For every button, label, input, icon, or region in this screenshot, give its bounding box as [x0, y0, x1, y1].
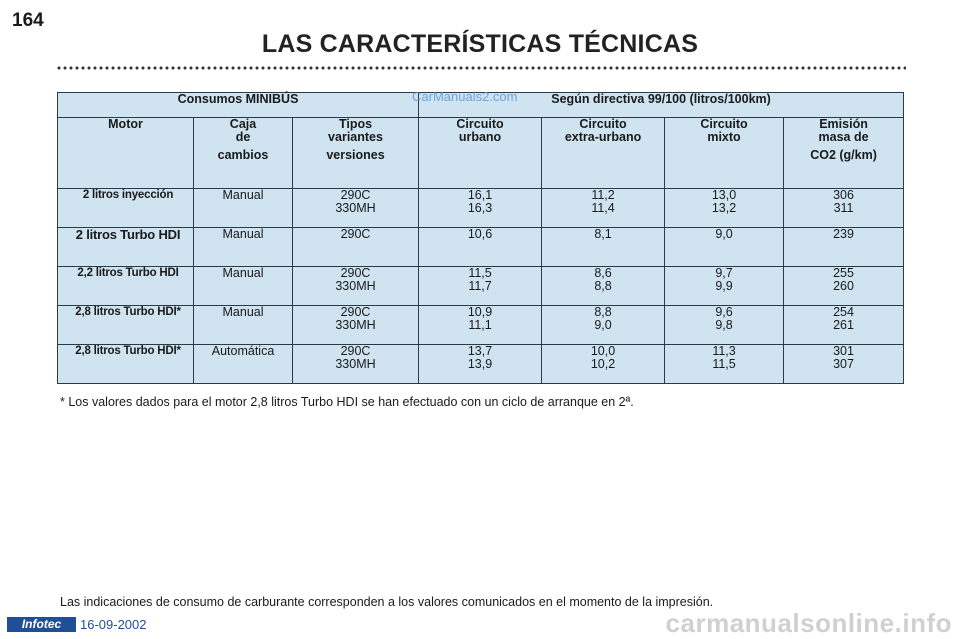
print-date: 16-09-2002 [80, 617, 147, 632]
table-row [58, 267, 904, 306]
table-row [58, 306, 904, 345]
table-row [58, 228, 904, 267]
cell-emision: 306 311 [784, 189, 904, 228]
page-title: LAS CARACTERÍSTICAS TÉCNICAS [261, 30, 699, 58]
header-tipos: Tipos variantes versiones [293, 118, 419, 189]
cell-caja: Manual [194, 228, 293, 267]
group-header-consumos: Consumos MINIBÚS [58, 93, 419, 118]
page-number: 164 [12, 10, 44, 31]
cell-extra-urbano: 8,8 9,0 [542, 306, 665, 345]
cell-motor: 2,8 litros Turbo HDI* [58, 306, 194, 345]
site-watermark: carmanualsonline.info [665, 608, 952, 638]
table-row [58, 345, 904, 384]
header-urbano: Circuito urbano [419, 118, 542, 189]
cell-caja: Manual [194, 306, 293, 345]
cell-extra-urbano: 8,1 [542, 228, 665, 267]
header-emision: Emisión masa de CO2 (g/km) [784, 118, 904, 189]
consumption-note: Las indicaciones de consumo de carburante corresponden a los valores comunicados en el momento de la impresión. [60, 595, 714, 609]
group-header-directiva: Según directiva 99/100 (litros/100km) [419, 93, 904, 118]
watermark-text: CarManuals2.com [412, 89, 518, 104]
cell-caja: Manual [194, 267, 293, 306]
dotted-divider [56, 66, 906, 70]
cell-tipos: 290C 330MH [293, 189, 419, 228]
cell-emision: 301 307 [784, 345, 904, 384]
cell-caja: Manual [194, 189, 293, 228]
cell-emision: 254 261 [784, 306, 904, 345]
cell-mixto: 9,7 9,9 [665, 267, 784, 306]
infotec-logo: Infotec [7, 617, 76, 632]
consumption-table [57, 92, 904, 384]
cell-mixto: 9,0 [665, 228, 784, 267]
cell-mixto: 11,3 11,5 [665, 345, 784, 384]
cell-motor: 2,2 litros Turbo HDI [58, 267, 194, 306]
cell-emision: 255 260 [784, 267, 904, 306]
cell-tipos: 290C 330MH [293, 345, 419, 384]
cell-motor: 2 litros Turbo HDI [58, 228, 194, 267]
cell-extra-urbano: 10,0 10,2 [542, 345, 665, 384]
table-header-row [58, 118, 904, 189]
cell-emision: 239 [784, 228, 904, 267]
footnote: * Los valores dados para el motor 2,8 litros Turbo HDI se han efectuado con un ciclo de arranque en 2ª. [60, 395, 634, 409]
header-caja: Caja de cambios [194, 118, 293, 189]
cell-urbano: 16,1 16,3 [419, 189, 542, 228]
header-mixto: Circuito mixto [665, 118, 784, 189]
cell-extra-urbano: 8,6 8,8 [542, 267, 665, 306]
cell-caja: Automática [194, 345, 293, 384]
cell-tipos: 290C [293, 228, 419, 267]
table-row [58, 189, 904, 228]
cell-mixto: 9,6 9,8 [665, 306, 784, 345]
cell-tipos: 290C 330MH [293, 267, 419, 306]
cell-motor: 2,8 litros Turbo HDI* [58, 345, 194, 384]
cell-urbano: 10,6 [419, 228, 542, 267]
header-extra-urbano: Circuito extra-urbano [542, 118, 665, 189]
cell-urbano: 10,9 11,1 [419, 306, 542, 345]
cell-mixto: 13,0 13,2 [665, 189, 784, 228]
cell-urbano: 11,5 11,7 [419, 267, 542, 306]
cell-tipos: 290C 330MH [293, 306, 419, 345]
header-motor: Motor [58, 118, 194, 189]
cell-extra-urbano: 11,2 11,4 [542, 189, 665, 228]
cell-urbano: 13,7 13,9 [419, 345, 542, 384]
cell-motor: 2 litros inyección [58, 189, 194, 228]
